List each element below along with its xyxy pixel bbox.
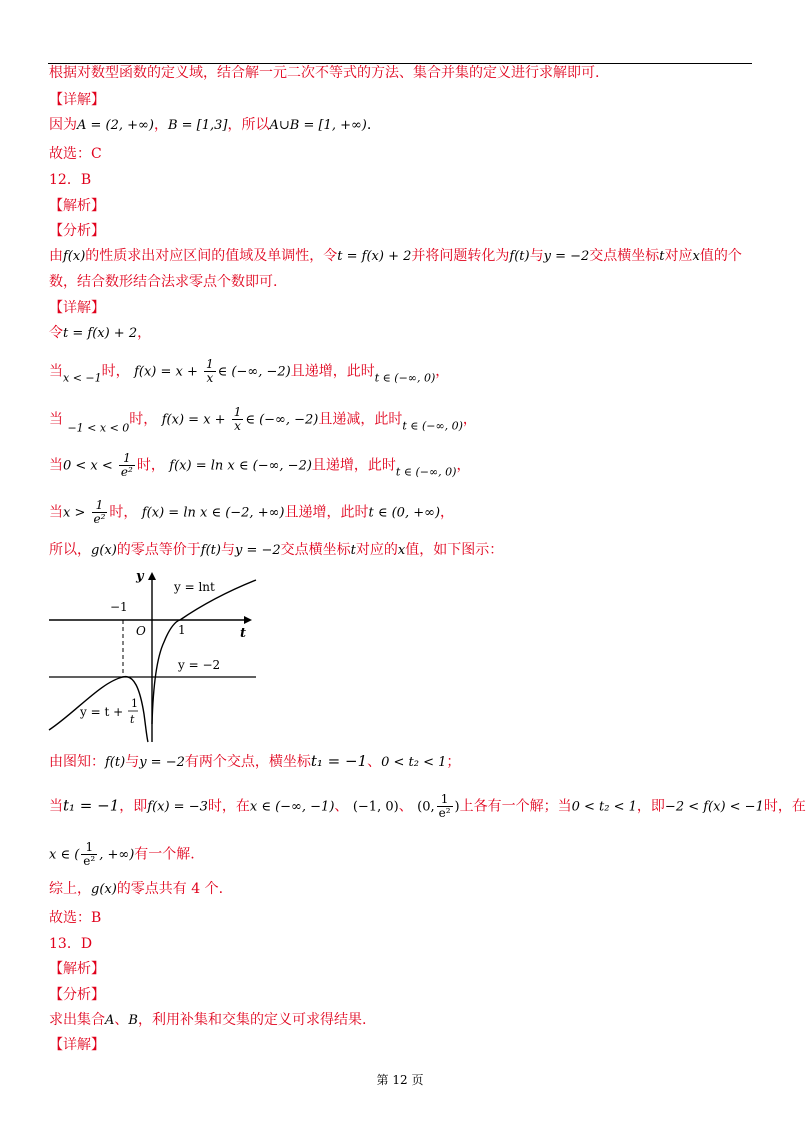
t-axis-arrow xyxy=(244,616,252,624)
q12-let-line: 令t = f(x) + 2， xyxy=(49,325,152,341)
q12-fig-line: 由图知：f(t)与y = −2有两个交点，横坐标t₁ = −1、0 < t₂ < 1； xyxy=(49,752,461,770)
label-ln-t: y = lnt xyxy=(174,580,215,594)
q11-union-line: 因为A = (2, +∞)，B = [1,3]，所以A∪B = [1, +∞). xyxy=(49,117,372,133)
label-frac-den: t xyxy=(130,713,135,726)
y-axis-label: y xyxy=(136,569,144,584)
label-y-minus2: y = −2 xyxy=(178,658,221,672)
q12-answer: 故选：B xyxy=(49,910,102,926)
fenxi-label: 【分析】 xyxy=(49,223,105,239)
q13-fenxi-label: 【分析】 xyxy=(49,987,105,1003)
q13-heading: 13．D xyxy=(49,936,93,952)
intro-line: 根据对数型函数的定义域，结合解一元二次不等式的方法、集合并集的定义进行求解即可. xyxy=(49,65,600,81)
tick-minus1: −1 xyxy=(110,600,128,614)
label-t-plus-1-over-t: y = t + xyxy=(80,705,124,719)
q12-case-3: 当0 < x < $\frac{1}{\text{e²}}$ 时， f(x) = ln x ∈ (−∞, −2)且递增，此时$_{t \in (-\infty, 0)}$， xyxy=(49,451,471,479)
origin-label: O xyxy=(136,624,146,638)
q12-fenxi-line1: 由f(x)的性质求出对应区间的值域及单调性，令t = f(x) + 2并将问题转化为f(t)与y = −2交点横坐标t对应x值的个 xyxy=(49,248,742,264)
page-footer: 第 12 页 xyxy=(376,1073,424,1087)
q12-when-line: 当t₁ = −1，即f(x) = −3时，在x ∈ (−∞, −1)、 (−1, 0)、 (0, $\frac{1}{\text{e²}}$ )上各有一个解；当0 < t₂ < 1，即−2 < f(x) < −1时，在 xyxy=(49,792,806,820)
q12-so-line: 所以，g(x)的零点等价于f(t)与y = −2交点横坐标t对应的x值，如下图示： xyxy=(49,542,504,558)
q12-detail-label: 【详解】 xyxy=(49,300,105,316)
q12-case-4: 当x > $\frac{1}{\text{e²}}$ 时， f(x) = ln x ∈ (−2, +∞)且递增，此时t ∈ (0, +∞)， xyxy=(49,498,455,526)
q13-analysis-label: 【解析】 xyxy=(49,961,105,977)
detail-label: 【详解】 xyxy=(49,92,105,108)
function-graph xyxy=(46,564,260,744)
q11-answer: 故选：C xyxy=(49,146,102,162)
q12-heading: 12．B xyxy=(49,172,92,188)
tick-1: 1 xyxy=(178,623,186,637)
curve-ln-t xyxy=(152,580,256,724)
y-axis-arrow xyxy=(148,572,156,580)
q12-case-1: 当$_{x < -1}$时， f(x) = x + $\frac{1}{x}$ ∈ (−∞, −2)且递增，此时$_{t \in (-\infty, 0)}$， xyxy=(49,357,450,385)
q13-fenxi-line: 求出集合A、B，利用补集和交集的定义可求得结果. xyxy=(49,1012,367,1028)
q12-when-line2: x ∈ ( $\frac{1}{\text{e²}}$ , +∞)有一个解. xyxy=(49,840,195,868)
t-axis-label: t xyxy=(240,626,247,641)
q12-fenxi-line2: 数，结合数形结合法求零点个数即可. xyxy=(49,274,278,290)
label-frac-num: 1 xyxy=(131,697,138,710)
analysis-label: 【解析】 xyxy=(49,198,105,214)
q12-case-2: 当 $_{-1 < x < 0}$时， f(x) = x + $\frac{1}{x}$ ∈ (−∞, −2)且递减，此时$_{t \in (-\infty, 0)}$， xyxy=(49,405,477,435)
q12-summary: 综上，g(x)的零点共有 4 个. xyxy=(49,881,224,897)
q13-detail-label: 【详解】 xyxy=(49,1037,105,1053)
